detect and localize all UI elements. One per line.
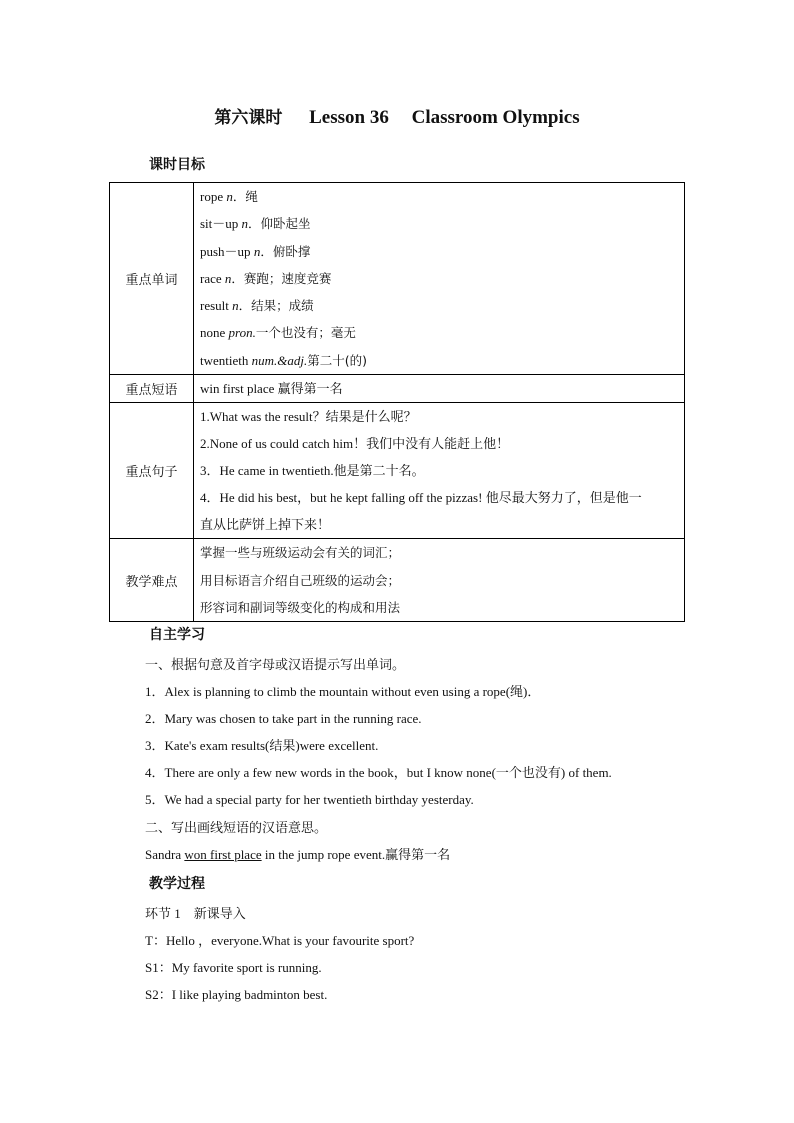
exercise-item: 1．Alex is planning to climb the mountain without even using a rope(绳)． xyxy=(145,684,541,699)
phrases-content xyxy=(194,375,685,403)
sentence-line: 1.What was the result？结果是什么呢？ xyxy=(200,409,417,425)
phrases-label: 重点短语 xyxy=(110,375,194,403)
word-item: result n．结果；成绩 xyxy=(200,298,314,314)
exercise-item: 2．Mary was chosen to take part in the running race. xyxy=(145,711,422,726)
exercise-item: 3．Kate's exam results(结果)were excellent. xyxy=(145,738,379,753)
difficulties-row xyxy=(110,539,685,622)
word-item: sit－up n．仰卧起坐 xyxy=(200,216,311,232)
underlined-phrase: won first place xyxy=(184,847,262,862)
difficulties-label: 教学难点 xyxy=(110,539,194,622)
exercise-item: 4．There are only a few new words in the book，but I know none(一个也没有) of them. xyxy=(145,765,612,780)
sentence-line: 4．He did his best，but he kept falling off the pizzas! 他尽最大努力了，但是他一 xyxy=(200,490,642,506)
word-item: rope n．绳 xyxy=(200,189,258,204)
part2-title: 二、写出画线短语的汉语意思。 xyxy=(145,821,328,836)
phrase-item: win first place 赢得第一名 xyxy=(200,381,343,397)
title-topic: Classroom Olympics xyxy=(411,107,580,128)
sentences-content xyxy=(194,403,685,539)
objectives-table xyxy=(109,182,685,622)
title-chinese: 第六课时 xyxy=(214,108,283,128)
dialogue-line: S1：My favorite sport is running. xyxy=(145,960,322,975)
word-item: none pron.一个也没有；毫无 xyxy=(200,325,356,341)
difficulty-line: 形容词和副词等级变化的构成和用法 xyxy=(200,599,401,615)
difficulty-line: 用目标语言介绍自己班级的运动会； xyxy=(200,572,401,588)
dialogue-line: T：Hello ，everyone.What is your favourite sport? xyxy=(145,933,415,948)
title-lesson: Lesson 36 xyxy=(309,107,389,128)
page-title xyxy=(0,103,794,129)
dialogue-line: S2：I like playing badminton best. xyxy=(145,987,328,1002)
words-row xyxy=(110,183,685,375)
sentence-line: 直从比萨饼上掉下来！ xyxy=(200,517,331,533)
sentence-line: 3．He came in twentieth.他是第二十名。 xyxy=(200,463,425,479)
sentence-line: 2.None of us could catch him！我们中没有人能赶上他！ xyxy=(200,436,510,452)
words-content xyxy=(194,183,685,375)
process-heading: 教学过程 xyxy=(149,876,205,892)
difficulty-line: 掌握一些与班级运动会有关的词汇； xyxy=(200,545,401,561)
words-label: 重点单词 xyxy=(110,183,194,375)
part1-title: 一、根据句意及首字母或汉语提示写出单词。 xyxy=(145,658,406,673)
difficulties-content xyxy=(194,539,685,622)
step-title: 环节 1 新课导入 xyxy=(145,906,246,921)
word-item: push－up n．俯卧撑 xyxy=(200,243,311,259)
word-item: race n．赛跑；速度竞赛 xyxy=(200,270,332,286)
exercise-item: 5．We had a special party for her twentieth birthday yesterday. xyxy=(145,792,474,807)
part2-sentence: Sandra won first place in the jump rope event.赢得第一名 xyxy=(145,847,451,862)
sentences-row xyxy=(110,403,685,539)
objectives-heading: 课时目标 xyxy=(149,157,205,173)
sentences-label: 重点句子 xyxy=(110,403,194,539)
self-study-heading: 自主学习 xyxy=(149,627,205,643)
word-item: twentieth num.&adj.第二十(的) xyxy=(200,352,368,368)
phrases-row xyxy=(110,375,685,403)
